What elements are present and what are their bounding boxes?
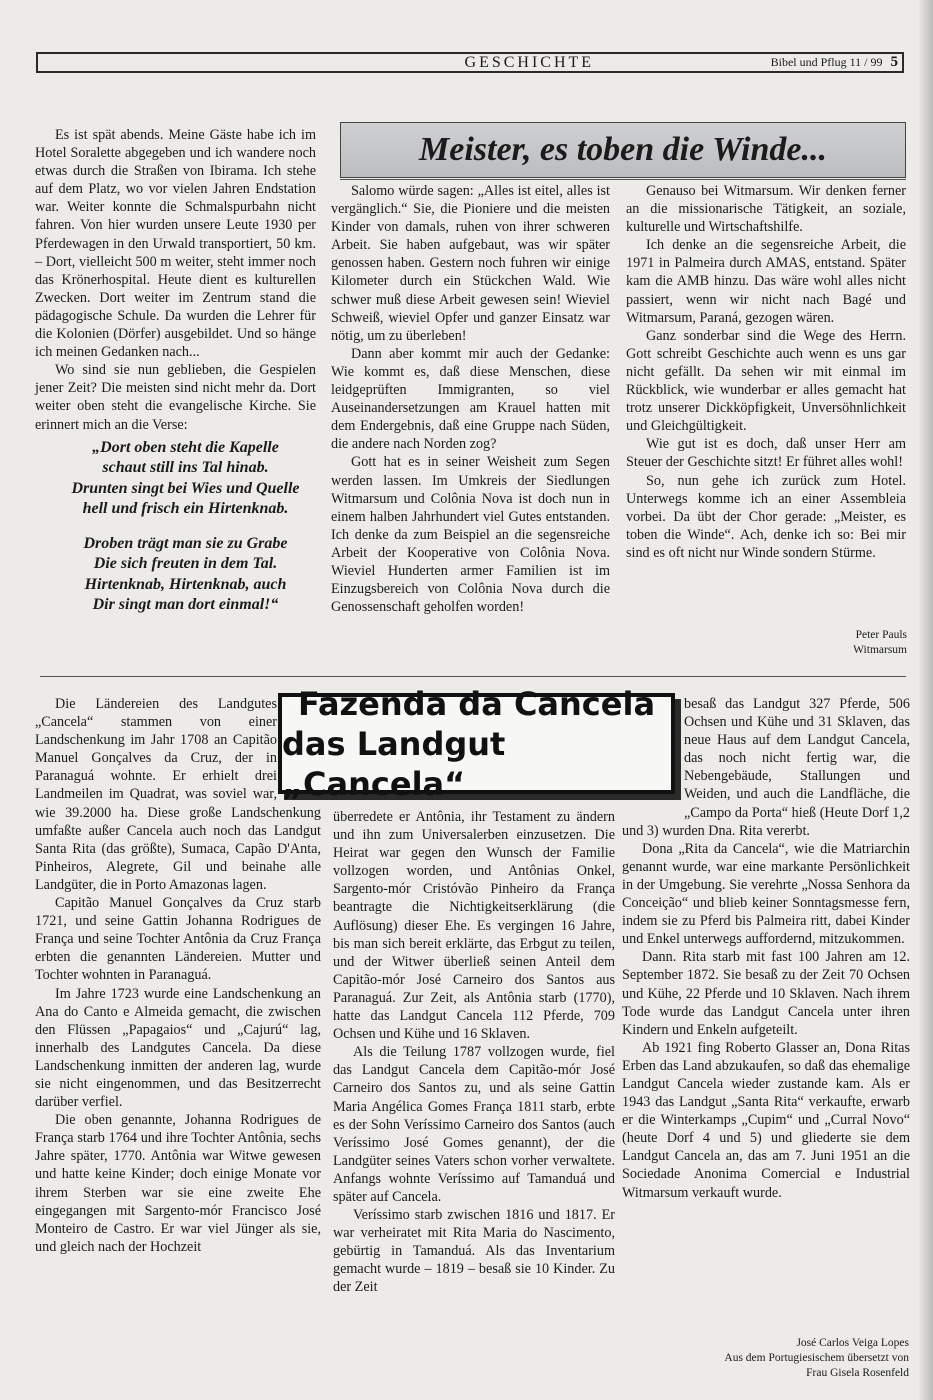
article2-right-column [622, 695, 910, 1202]
article2-title-box [278, 684, 675, 803]
translation-note: Aus dem Portugiesischem übersetzt von [724, 1352, 909, 1364]
poem-line: hell und frisch ein Hirtenknab. [82, 500, 289, 518]
paragraph: Als die Teilung 1787 vollzogen wurde, fiel das Landgut Cancela dem Capitão-mór José Carneiro dos Santos zu, und als seine Gattin Maria Angélica Gomes França 1811 starb, erbte es der Sohn Veríssimo Carneiro dos Santos (auch Veríssimo José Gomes genannt), der die Landgüter seines Vaters schon vorher verwaltete. Anfangs wohnte Veríssimo auf Tamanduá und später auf Cancela. [333, 1044, 615, 1205]
paragraph: Salomo würde sagen: „Alles ist eitel, alles ist vergänglich.“ Sie, die Pioniere und die meisten Kinder von damals, ruhen von ihrer schweren Arbeit. Sie haben aufgebaut, was wir später genossen haben. Gestern noch fuhren wir einige Kilometer durch ein Stückchen Wald. Wie schwer muß diese Arbeit gewesen sein! Wieviel Schweiß, wieviel Opfer und ganzer Einsatz war nötig, um zu überleben! [331, 183, 610, 344]
article1-title: Meister, es toben die Winde... [419, 131, 827, 168]
article2-left-column [35, 695, 321, 1256]
paragraph: Wo sind sie nun geblieben, die Gespielen jener Zeit? Die meisten sind nicht mehr da. Dort weiter oben steht die evangelische Kirche. Sie erinnert mich an die Verse: [35, 362, 316, 433]
page-header [36, 52, 904, 73]
paragraph: Veríssimo starb zwischen 1816 und 1817. Er war verheiratet mit Rita Maria do Nascimento, gebürtig in Tamanduá. Als das Inventarium gemacht wurde – 1819 – besaß sie 10 Kinder. Zu der Zeit [333, 1207, 615, 1296]
poem-line: Die sich freuten in dem Tal. [93, 555, 278, 573]
poem-line: Hirtenknab, Hirtenknab, auch [84, 575, 287, 593]
poem-line: Drunten singt bei Wies und Quelle [71, 479, 300, 497]
article-divider [40, 676, 906, 677]
article2-title-line1: Fazenda da Cancela [297, 684, 656, 723]
paragraph: Dann aber kommt mir auch der Gedanke: Wie kommt es, daß diese Menschen, diese leidgeprüften Immigranten, so viel Auseinandersetzungen am Krauel hatten mit dem Endergebnis, daß eine Gruppe nach Süden, die andere nach Norden zog? [331, 345, 610, 453]
author-name: José Carlos Veiga Lopes [796, 1337, 909, 1349]
paragraph: Dona „Rita da Cancela“, wie die Matriarchin genannt wurde, war eine markante Persönlichkeit in der Umgebung. Sie verehrte „Nossa Senhora da Conceição“ und blieb keiner Sonntagsmesse fern, indem sie zu Pferd bis Palmeira ritt, dabei Kinder und Enkel unterwegs auffordernd, mitzukommen. [622, 840, 910, 948]
paragraph: Capitão Manuel Gonçalves da Cruz starb 1721, und seine Gattin Johanna Rodrigues de França und seine Tochter Antônia da Cruz França erbten die genannten Ländereien. Mutter und Tochter wohnten in Paranaguá. [35, 895, 321, 984]
article2-middle-column [333, 808, 615, 1297]
paragraph: Ganz sonderbar sind die Wege des Herrn. Gott schreibt Geschichte auch wenn es uns gar nicht gefällt. Da sehen wir mit einmal im Rückblick, wie wunderbar er alles gemacht hat trotz unserer Dickköpfigkeit, Unversöhnlichkeit und Gleichgültigkeit. [626, 327, 906, 435]
paragraph: Im Jahre 1723 wurde eine Landschenkung an Ana do Canto e Almeida gemacht, die zwischen den Flüssen „Papagaios“ und „Cajurú“ lag, innerhalb des Landgutes Cancela. Da diese Landschenkung inmitten der anderen lag, wurde sie nicht eingenommen, und das Besitzerrecht darüber verfiel. [35, 985, 321, 1111]
paragraph: So, nun gehe ich zurück zum Hotel. Unterwegs komme ich an einer Assembleia vorbei. Da übt der Chor gerade: „Meister, es toben die Winde“. Ach, denke ich so: Bei mir sind es oft nicht nur Winde sondern Stürme. [626, 472, 906, 561]
article1-byline [853, 628, 907, 658]
article1-middle-column [331, 182, 610, 616]
paragraph: Wie gut ist es doch, daß unser Herr am Steuer der Geschichte sitzt! Er führet alles wohl! [626, 436, 906, 471]
page-edge-shadow [919, 0, 933, 1400]
paragraph: besaß das Landgut 327 Pferde, 506 Ochsen und Kühe und 31 Sklaven, das neue Haus auf dem Landgut Cancela, das noch nicht fertig war, die Nebengebäude, Stallungen und Weiden, und auch die Landfläche, die „Campo da Porta“ hieß (Heute Dorf 1,2 und 3) wurden Dna. Rita vererbt. [622, 696, 910, 839]
paragraph: Genauso bei Witmarsum. Wir denken ferner an die missionarische Tätigkeit, an soziale, kulturelle und Wirtschaftshilfe. [626, 183, 906, 236]
paragraph: Ab 1921 fing Roberto Glasser an, Dona Ritas Erben das Land abzukaufen, so daß das ehemalige Landgut Cancela wieder zustande kam. Als er 1943 das Landgut „Santa Rita“ verkaufte, erwarb er die Winterkamps „Cupim“ und „Curral Novo“ (heute Dorf 4 und 5) und gliederte sie dem Landgut Cancela an, das am 7. Juni 1951 an die Sociedade Anonima Comercial e Industrial Witmarsum verkauft wurde. [622, 1039, 910, 1201]
page-number: 5 [890, 54, 898, 70]
author-place: Witmarsum [853, 644, 907, 656]
poem-line: „Dort oben steht die Kapelle [92, 438, 279, 456]
title-divider [340, 179, 906, 180]
magazine-issue: Bibel und Pflug 11 / 99 [770, 55, 883, 69]
poem-line: Droben trägt man sie zu Grabe [83, 534, 288, 552]
paragraph: überredete er Antônia, ihr Testament zu ändern und ihn zum Universalerben einzusetzen. Die Heirat war gegen den Wunsch der Familie vollzogen worden, und Antônias Onkel, Sargento-mór Cristóvão Pinheiro da França beantragte die Nichtigkeitserklärung (die Auflösung) dieser Ehe. Es vergingen 16 Jahre, bis man sich bereit erklärte, das Erbgut zu teilen, und der Witwer überließ seinen Anteil dem Capitão-mór José Carneiro dos Santos aus Paranaguá. Zur Zeit, als Antônia starb (1770), hatte das Landgut Cancela 112 Pferde, 709 Ochsen und Kühe und 16 Sklaven. [333, 809, 615, 1043]
paragraph: Die Ländereien des Landgutes „Cancela“ stammen von einer Landschenkung im Jahr 1708 an Capitão Manuel Gonçalves da Cruz, der in Paranaguá wohnte. Er erhielt drei Landmeilen im Quadrat, was soviel war, wie 39.2000 ha. Diese große Landschenkung umfaßte außer Cancela auch noch das Landgut Santa Rita (das größte), Sumaca, Capão D'Anta, Pinheiros, Alegrete, Gil und beinahe alle Landgüter, die in Porto Amazonas lagen. [35, 696, 321, 893]
author-name: Peter Pauls [855, 629, 907, 641]
article2-title-line2: das Landgut „Cancela“ [282, 724, 506, 803]
article1-right-column [626, 182, 906, 562]
paragraph: Dann. Rita starb mit fast 100 Jahren am 12. September 1872. Sie besaß zu der Zeit 70 Ochsen und Kühe, 22 Pferde und 10 Sklaven. Nach ihrem Tode wurde das Landgut Cancela unter ihren Kindern und Enkeln aufgeteilt. [622, 949, 910, 1038]
paragraph: Es ist spät abends. Meine Gäste habe ich im Hotel Soralette abgegeben und ich wandere noch etwas durch die Straßen von Ibirama. Ich stehe auf dem Platz, wo vor vielen Jahren Endstation war. Weiter konnte die Schmalspurbahn nicht fahren. Von hier wurden unsere Leute 1930 per Pferdewagen in den Urwald transportiert, 50 km. – Dort, vielleicht 500 m weiter, steht immer noch das Krönerhospital. Heute dient es kulturellen Zwecken. Dort weiter im Zentrum stand die pädagogische Schule. Da wurden die Lehrer für die Kolonien (Dörfer) ausgebildet. Und so hänge ich meinen Gedanken nach... [35, 127, 316, 361]
poem-line: Dir singt man dort einmal!“ [92, 596, 279, 614]
article1-left-column [35, 126, 316, 616]
paragraph: Ich denke an die segensreiche Arbeit, die 1971 in Palmeira durch AMAS, entstand. Später kam die AMB hinzu. Das wäre wohl alles nicht passiert, wenn wir nicht nach Bagé und Witmarsum, Paraná, gezogen wären. [626, 237, 906, 326]
paragraph: Die oben genannte, Johanna Rodrigues de França starb 1764 und ihre Tochter Antônia, sechs Jahre später, 1770. Antônia war Witwe gewesen und hatte keine Kinder; doch einige Monate vor ihrem Sterben war sie eine zweite Ehe eingegangen mit Sargento-mór Francisco José Monteiro de Castro. Er war viel Jünger als sie, und gleich nach der Hochzeit [35, 1112, 321, 1255]
article2-byline [724, 1336, 909, 1381]
article1-title-box [340, 122, 906, 178]
section-title: GESCHICHTE [464, 53, 595, 71]
paragraph: Gott hat es in seiner Weisheit zum Segen werden lassen. Im Umkreis der Siedlungen Witmarsum und Colônia Nova ist doch nun in einem halben Jahrhundert viel Gutes entstanden. Ich denke da zum Beispiel an die segensreiche Arbeit der Kooperative von Colônia Nova. Wieviel Hunderten armer Familien ist im Einzugsbereich von Colônia Nova durch die Genossenschaft geholfen worden! [331, 454, 610, 616]
poem [35, 438, 316, 616]
translator-name: Frau Gisela Rosenfeld [806, 1367, 909, 1379]
poem-line: schaut still ins Tal hinab. [102, 459, 269, 477]
